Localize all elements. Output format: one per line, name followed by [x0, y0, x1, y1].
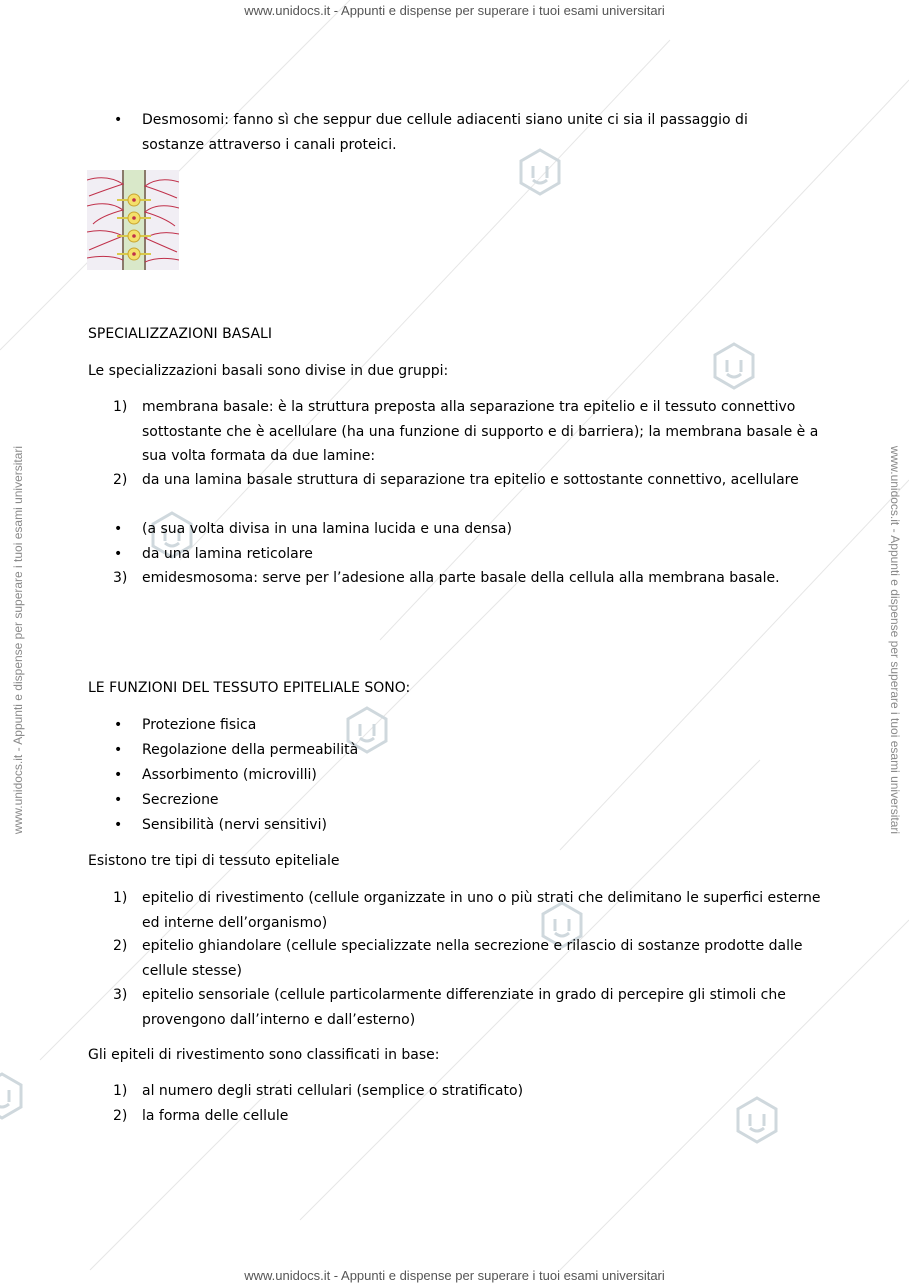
list-item: Regolazione della permeabilità — [142, 742, 359, 758]
list-item: epitelio di rivestimento (cellule organizzate in uno o più strati che delimitano le superfici esterne ed interne dell’organismo) — [142, 890, 821, 931]
bullet-marker: • — [114, 817, 123, 833]
list-item: epitelio sensoriale (cellule particolarmente differenziate in grado di percepire gli stimoli che provengono dall’interno e dall’esterno) — [142, 987, 786, 1028]
list-marker: 2) — [113, 1108, 128, 1124]
list-marker: 1) — [113, 399, 128, 415]
list-marker: 1) — [113, 890, 128, 906]
bullet-marker: • — [114, 717, 123, 733]
bullet-marker: • — [114, 767, 123, 783]
list-item: Sensibilità (nervi sensitivi) — [142, 817, 327, 833]
desmosomi-line-2: sostanze attraverso i canali proteici. — [142, 136, 397, 153]
list-item: Protezione fisica — [142, 717, 257, 733]
list-item: da una lamina basale struttura di separazione tra epitelio e sottostante connettivo, acellulare — [142, 472, 799, 488]
watermark-side-right: www.unidocs.it - Appunti e dispense per superare i tuoi esami universitari — [888, 445, 902, 835]
bullet-marker: • — [114, 742, 123, 758]
list-marker: • — [114, 546, 123, 562]
list-item: membrana basale: è la struttura preposta alla separazione tra epitelio e il tessuto connettivo sottostante che è acellulare (ha una funzione di supporto e di barriera); la membrana basale è a sua volta formata da due lamine: — [142, 399, 819, 464]
tipi-intro: Esistono tre tipi di tessuto epiteliale — [88, 853, 340, 869]
list-item: al numero degli strati cellulari (semplice o stratificato) — [142, 1083, 524, 1099]
list-marker: 2) — [113, 938, 128, 954]
list-item: da una lamina reticolare — [142, 546, 313, 562]
list-item: emidesmosoma: serve per l’adesione alla parte basale della cellula alla membrana basale. — [142, 570, 780, 586]
watermark-footer: www.unidocs.it - Appunti e dispense per superare i tuoi esami universitari — [244, 1268, 665, 1283]
section-heading-basali: SPECIALIZZAZIONI BASALI — [88, 326, 272, 342]
bullet-marker: • — [114, 792, 123, 808]
bullet-marker: • — [114, 112, 123, 128]
list-item: (a sua volta divisa in una lamina lucida e una densa) — [142, 521, 512, 537]
list-item: la forma delle cellule — [142, 1108, 289, 1124]
list-marker: 2) — [113, 472, 128, 488]
rivestimento-intro: Gli epiteli di rivestimento sono classificati in base: — [88, 1047, 440, 1063]
list-marker: 3) — [113, 570, 128, 586]
list-marker: 3) — [113, 987, 128, 1003]
list-item: Assorbimento (microvilli) — [142, 767, 317, 783]
section-heading-funzioni: LE FUNZIONI DEL TESSUTO EPITELIALE SONO: — [88, 680, 411, 696]
watermark-header: www.unidocs.it - Appunti e dispense per superare i tuoi esami universitari — [244, 3, 665, 18]
desmosomi-line-1: Desmosomi: fanno sì che seppur due cellule adiacenti siano unite ci sia il passaggio di — [142, 112, 748, 128]
basali-intro: Le specializzazioni basali sono divise in due gruppi: — [88, 363, 449, 379]
list-marker: • — [114, 521, 123, 537]
desmosome-diagram — [87, 170, 179, 270]
list-item: epitelio ghiandolare (cellule specializzate nella secrezione e rilascio di sostanze prodotte dalle cellule stesse) — [142, 938, 803, 979]
watermark-side-left: www.unidocs.it - Appunti e dispense per superare i tuoi esami universitari — [11, 445, 25, 835]
list-item: Secrezione — [142, 792, 219, 808]
desmosomi-text — [142, 108, 842, 157]
list-marker: 1) — [113, 1083, 128, 1099]
